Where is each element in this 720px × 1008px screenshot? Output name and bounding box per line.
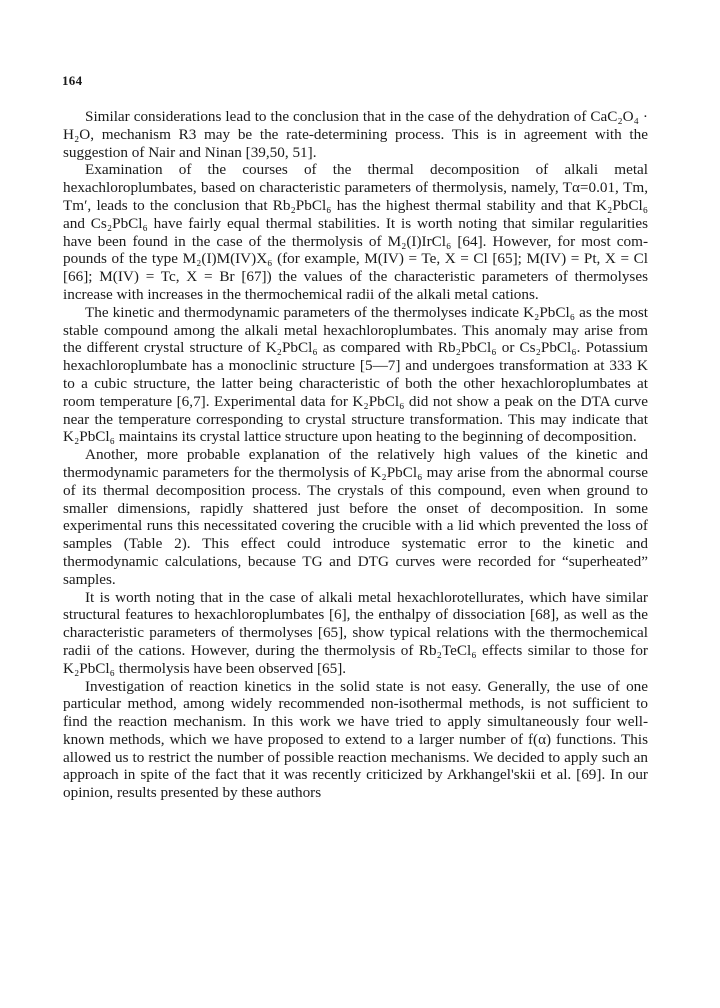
paragraph-2: Examination of the courses of the thermal decomposition of alkali metal hexachloroplumbates, based on characteristic parameters of thermolysis, namely, Tα=0.01, Tm, Tm′, leads to the conclusion that Rb₂PbCl₆ has the highest thermal stability and that K₂PbCl₆ and Cs₂PbCl₆ have fairly equal thermal stabilities. It is worth noting that similar regularities have been found in the case of the thermolysis of M₂(I)IrCl₆ [64]. However, for most compounds of the type M₂(I)M(IV)X₆ (for example, M(IV) = Te, X = Cl [65]; M(IV) = Pt, X = Cl [66]; M(IV) = Tc, X = Br [67]) the values of the characteristic parameters of thermolyses increase with increases in the thermochemical radii of the alkali metal cations.: [63, 161, 648, 303]
paragraph-3: The kinetic and thermodynamic parameters of the thermolyses indicate K₂PbCl₆ as the most stable compound among the alkali metal hexachloroplumbates. This anomaly may arise from the different crystal structure of K₂PbCl₆ as compared with Rb₂PbCl₆ or Cs₂PbCl₆. Potassium hexachloroplumbate has a monoclinic structure [5—7] and undergoes transformation at 333 K to a cubic structure, the latter being characteristic of both the other hexachloroplumbates at room temperature [6,7]. Experimental data for K₂PbCl₆ did not show a peak on the DTA curve near the temperature corresponding to crystal structure transformation. This may indicate that K₂PbCl₆ maintains its crystal lattice structure upon heating to the beginning of decomposition.: [63, 303, 648, 446]
paragraph-1: Similar considerations lead to the conclusion that in the case of the dehydration of CaC₂O₄ · H₂O, mechanism R3 may be the rate-determining process. This is in agreement with the suggestion of Nair and Ninan [39,50, 51].: [63, 108, 648, 161]
body-text: [63, 108, 648, 802]
paragraph-4: Another, more probable explanation of the relatively high values of the kinetic and thermodynamic parameters for the thermolysis of K₂PbCl₆ may arise from the abnormal course of its thermal decomposition process. The crystals of this compound, even when ground to smaller dimensions, rapidly shattered just before the onset of decomposition. In some experimental runs this necessitated covering the crucible with a lid which prevented the loss of samples (Table 2). This effect could introduce systematic error to the kinetic and thermodynamic calculations, because TG and DTG curves were recorded for “superheated” samples.: [63, 446, 648, 588]
paragraph-5: It is worth noting that in the case of alkali metal hexachlorotellurates, which have similar structural features to hexachloroplumbates [6], the enthalpy of dissociation [68], as well as the characteristic parameters of thermolyses [65], show typical relations with the thermochemical radii of the cations. However, during the thermolysis of Rb₂TeCl₆ effects similar to those for K₂PbCl₆ thermolysis have been observed [65].: [63, 588, 648, 677]
page-number: 164: [62, 73, 83, 88]
paragraph-6: Investigation of reaction kinetics in the solid state is not easy. Generally, the use of one particular method, among widely recommended non-isothermal methods, is not sufficient to find the reaction mechanism. In this work we have tried to apply simultaneously four well-known methods, which we have proposed to extend to a larger number of f(α) functions. This allowed us to restrict the number of possible reaction mechanisms. We decided to apply such an approach in spite of the fact that it was recently criticized by Arkhangel'skii et al. [69]. In our opinion, results presented by these authors: [63, 677, 648, 802]
